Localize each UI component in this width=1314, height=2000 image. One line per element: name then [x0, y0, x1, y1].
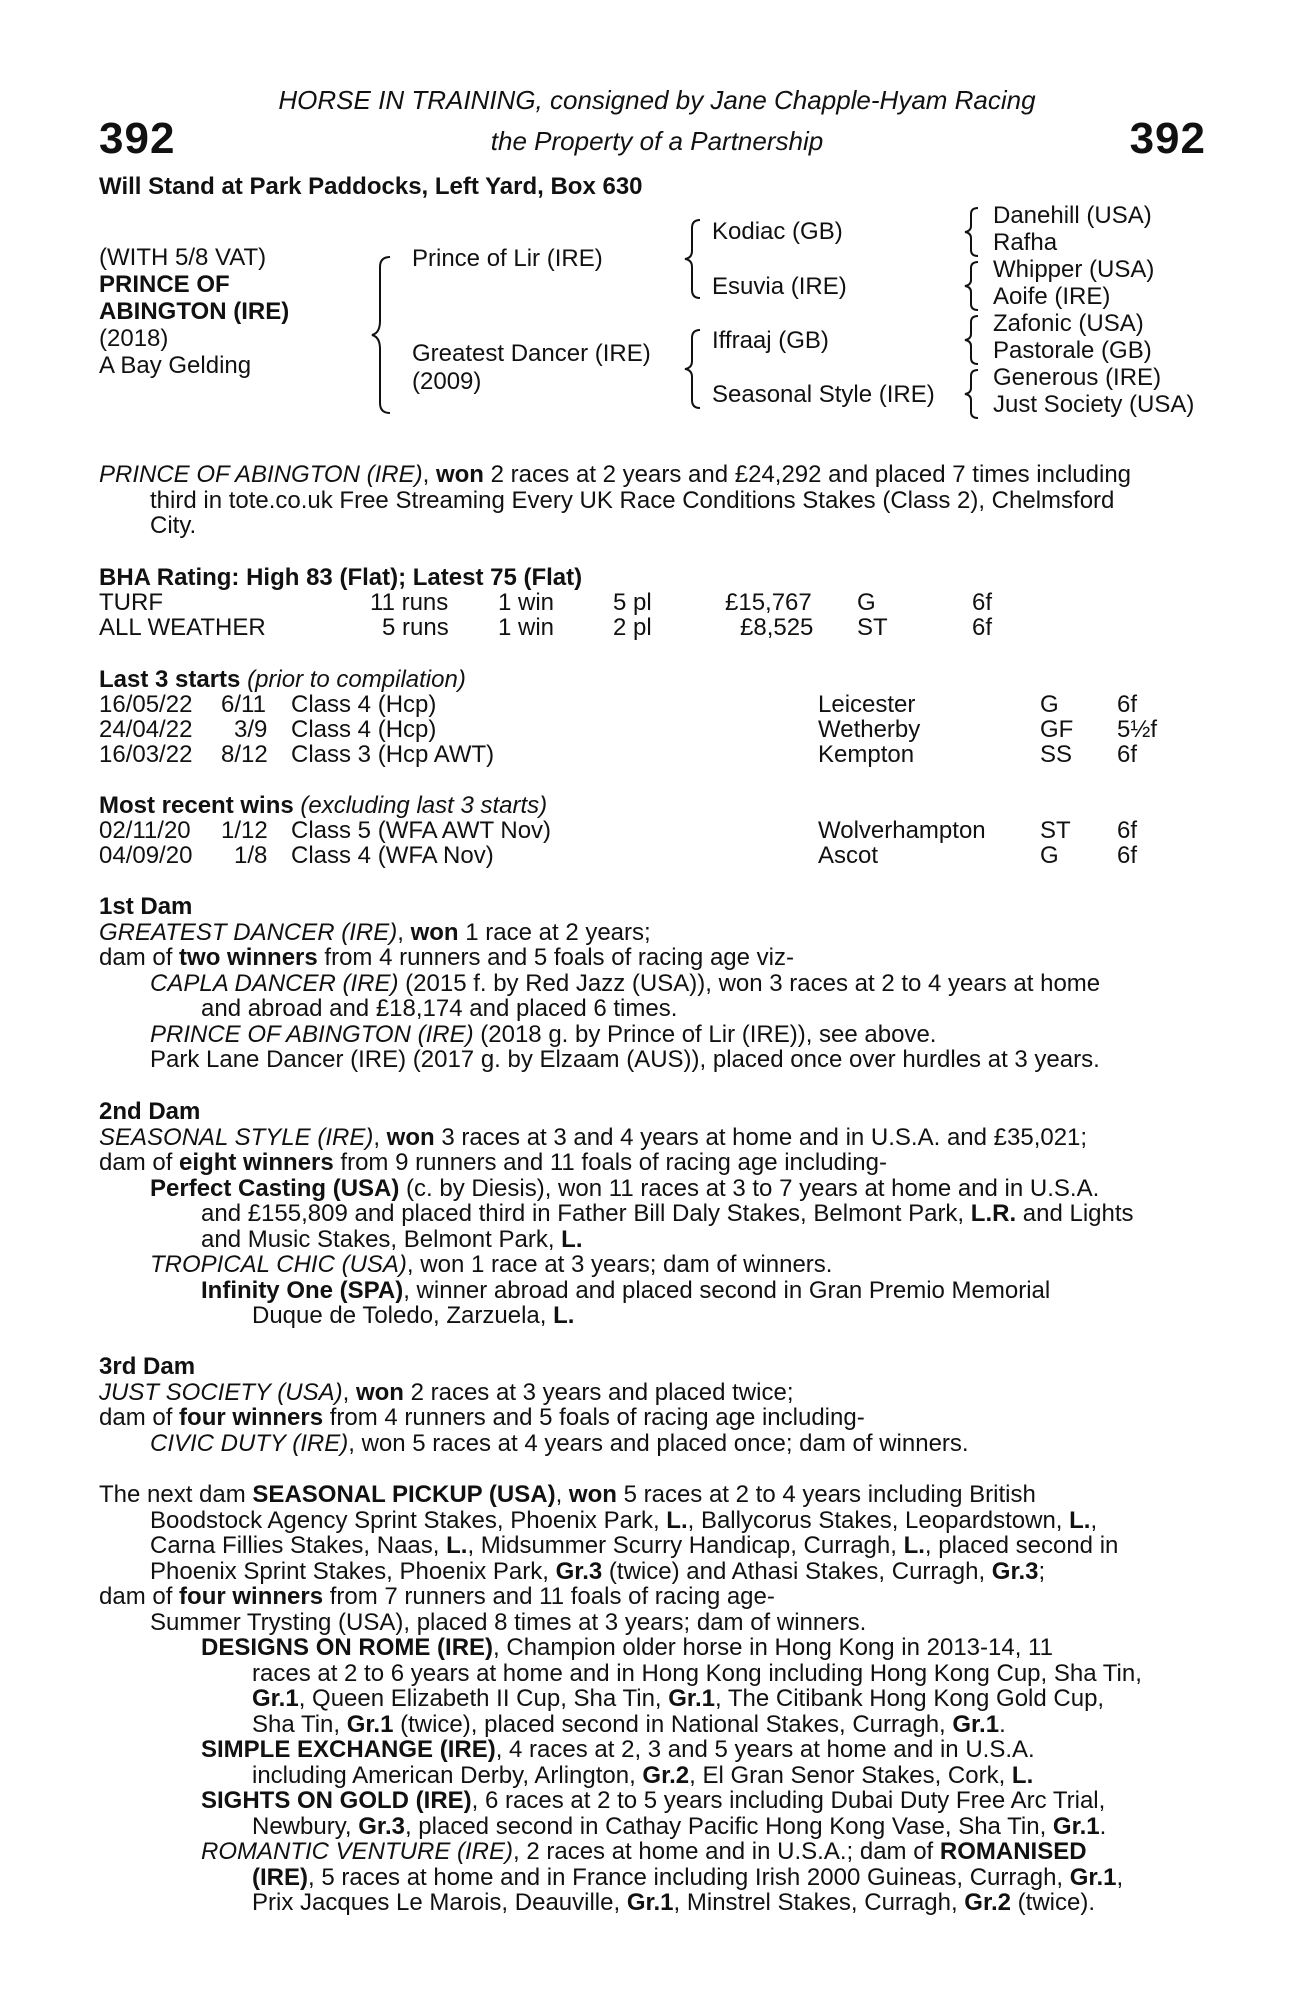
third-dam-comma: , [342, 1378, 356, 1406]
recent-dist-1: 6f [1117, 817, 1138, 844]
rating-turf-wins: 1 win [498, 589, 555, 616]
pedigree-sire: Prince of Lir (IRE) [412, 245, 603, 272]
last3-heading [99, 666, 466, 694]
pedigree-brace-dam [682, 328, 706, 410]
rating-aw-runs: 5 runs [382, 614, 449, 641]
second-dam-comma: , [373, 1123, 387, 1151]
next-dam-text4c: (twice) and Athasi Stakes, Curragh, [602, 1557, 992, 1585]
next-dam-text2a: Boodstock Agency Sprint Stakes, Phoenix Park, [150, 1506, 667, 1534]
second-dam-grandprog-text: , winner abroad and placed second in Gran Premio Memorial [403, 1276, 1051, 1304]
second-dam-prog1-grade2: L. [561, 1225, 583, 1253]
recent-race-1: Class 5 (WFA AWT Nov) [291, 817, 552, 844]
next-dam-text3d: L. [903, 1532, 925, 1559]
last3-pos-1: 6/11 [221, 691, 266, 718]
next-dam-damof: dam of [99, 1583, 180, 1610]
pedigree-brace-main [370, 255, 400, 415]
vat-note: (WITH 5/8 VAT) [99, 244, 267, 271]
second-dam-prog1-text3: and Music Stakes, Belmont Park, [201, 1225, 562, 1253]
next-dam-gp2-b: Gr.2 [642, 1761, 690, 1789]
last3-course-3: Kempton [818, 741, 915, 768]
pedigree-sire-dam: Esuvia (IRE) [712, 273, 847, 300]
last3-dist-1: 6f [1117, 691, 1138, 718]
summary-text-2: third in tote.co.uk Free Streaming Every UK Race Conditions Stakes (Class 2), Chelmsford [150, 486, 1115, 514]
next-dam-winners: four winners [179, 1583, 324, 1610]
second-dam-damof: dam of [99, 1149, 180, 1176]
next-dam-grandprog3-text: , 6 races at 2 to 5 years including Dubai Duty Free Arc Trial, [471, 1787, 1106, 1814]
last3-title: Last 3 starts [99, 666, 241, 693]
last3-dist-2: 5½f [1117, 716, 1158, 743]
next-dam-g1-f: Gr.1 [346, 1710, 394, 1738]
recent-date-2: 04/09/20 [99, 842, 193, 869]
next-dam-gp3-d: Gr.1 [1052, 1812, 1100, 1840]
lot-number-left: 392 [99, 114, 176, 163]
last3-going-1: G [1040, 691, 1059, 718]
second-dam-heading: 2nd Dam [99, 1098, 201, 1125]
second-dam-text: 3 races at 3 and 4 years at home and in U.S.A. and £35,021; [434, 1123, 1088, 1151]
recent-pos-1: 1/12 [221, 817, 268, 844]
horse-sex: A Bay Gelding [99, 352, 252, 379]
next-dam-ggp-i: (twice). [1011, 1889, 1095, 1916]
last3-pos-2: 3/9 [234, 716, 268, 743]
first-dam-prog1-text: (2015 f. by Red Jazz (USA)), won 3 races at 2 to 4 years at home [398, 969, 1101, 997]
next-dam-ggp-e: Prix Jacques Le Marois, Deauville, [252, 1889, 627, 1916]
first-dam-comma: , [397, 918, 411, 946]
third-dam-prog1-name: CIVIC DUTY (IRE) [150, 1429, 349, 1457]
lot-number-right: 392 [1129, 114, 1206, 163]
next-dam-g1-c: Gr.1 [668, 1685, 715, 1712]
last3-dist-3: 6f [1117, 741, 1138, 768]
next-dam-g1-e: Sha Tin, [252, 1710, 347, 1738]
next-dam-text4e: ; [1038, 1557, 1046, 1585]
next-dam-gp2-c: , El Gran Senor Stakes, Cork, [689, 1761, 1012, 1789]
last3-pos-3: 8/12 [221, 741, 268, 768]
rating-aw-going: ST [857, 614, 888, 641]
next-dam-text3b: L. [446, 1532, 468, 1559]
pedigree-brace-sire [682, 218, 706, 300]
horse-name-line1: PRINCE OF [99, 271, 230, 298]
pedigree-dss: Zafonic (USA) [993, 310, 1144, 337]
last3-date-2: 24/04/22 [99, 716, 193, 743]
rating-aw-distance: 6f [972, 614, 993, 641]
rating-turf-surface: TURF [99, 589, 163, 616]
next-dam-g1-d: , The Citibank Hong Kong Gold Cup, [714, 1685, 1105, 1712]
third-dam-name: JUST SOCIETY (USA) [99, 1378, 343, 1406]
next-dam-section [99, 1482, 1209, 1916]
horse-info [99, 244, 289, 379]
next-dam-grandprog2-name: SIMPLE EXCHANGE (IRE) [201, 1736, 496, 1763]
next-dam-gp3-e: . [1099, 1812, 1107, 1840]
next-dam-ggp-d: , [1116, 1863, 1124, 1891]
first-dam-text: 1 race at 2 years; [458, 918, 651, 946]
first-dam-prog2-text: (2018 g. by Prince of Lir (IRE)), see above. [473, 1020, 937, 1048]
second-dam-prog1-text2a: and £155,809 and placed third in Father Bill Daly Stakes, Belmont Park, [201, 1200, 971, 1227]
last3-going-2: GF [1040, 716, 1074, 743]
rating-turf-going: G [857, 589, 876, 616]
third-dam-text: 2 races at 3 years and placed twice; [403, 1378, 794, 1406]
recent-course-2: Ascot [818, 842, 879, 869]
summary-text-1: 2 races at 2 years and £24,292 and placed 7 times including [483, 461, 1132, 488]
second-dam-won: won [386, 1123, 435, 1151]
recent-subtitle: (excluding last 3 starts) [293, 792, 548, 819]
next-dam-grandprog4-name: ROMANTIC VENTURE (IRE) [201, 1838, 513, 1865]
next-dam-gp3-b: Gr.3 [358, 1812, 405, 1840]
next-dam-grandprog4-text: , 2 races at home and in U.S.A.; dam of [513, 1838, 940, 1865]
pedigree-dam-name: Greatest Dancer (IRE) [412, 340, 651, 367]
pedigree-ssd: Rafha [993, 229, 1058, 256]
pedigree-dsd: Pastorale (GB) [993, 337, 1152, 364]
recent-pos-2: 1/8 [234, 842, 268, 869]
summary-won: won [435, 461, 484, 488]
pedigree-dam [412, 340, 651, 396]
third-dam-winners: four winners [179, 1404, 324, 1431]
next-dam-grandprog1-name: DESIGNS ON ROME (IRE) [201, 1634, 494, 1661]
pedigree-brace-gen3-1 [962, 206, 984, 258]
second-dam-grandprog-text2: Duque de Toledo, Zarzuela, [252, 1302, 554, 1329]
first-dam-damof: dam of [99, 944, 180, 971]
next-dam-greatgrandprog-name: ROMANISED [939, 1838, 1087, 1865]
next-dam-prog1: Summer Trysting (USA), placed 8 times at 3 years; dam of winners. [150, 1608, 867, 1636]
third-dam-prog1-text: , won 5 races at 4 years and placed once; dam of winners. [348, 1429, 969, 1457]
last3-going-3: SS [1040, 741, 1073, 768]
second-dam-prog1-text: (c. by Diesis), won 11 races at 3 to 7 years at home and in U.S.A. [399, 1174, 1100, 1202]
last3-subtitle: (prior to compilation) [240, 666, 466, 693]
pedigree-gen3 [993, 202, 1194, 418]
pedigree-ddd: Just Society (USA) [993, 391, 1195, 418]
third-dam-damof: dam of [99, 1404, 180, 1431]
pedigree-brace-gen3-2 [962, 260, 984, 312]
summary-comma: , [422, 461, 436, 488]
consignor-line: HORSE IN TRAINING, consigned by Jane Chapple-Hyam Racing [278, 85, 1036, 115]
next-dam-ggp-h: Gr.2 [964, 1889, 1011, 1916]
last3-course-2: Wetherby [818, 716, 921, 743]
rating-turf-distance: 6f [972, 589, 993, 616]
first-dam-prog3: Park Lane Dancer (IRE) (2017 g. by Elzaam (AUS)), placed once over hurdles at 3 years. [150, 1046, 1100, 1073]
pedigree-sire-sire: Kodiac (GB) [712, 218, 843, 245]
next-dam-g1-i: . [999, 1710, 1006, 1738]
rating-turf-runs: 11 runs [370, 589, 449, 616]
pedigree-sss: Danehill (USA) [993, 202, 1152, 229]
next-dam-text3e: , placed second in [924, 1532, 1119, 1559]
recent-course-1: Wolverhampton [818, 817, 986, 844]
recent-dist-2: 6f [1117, 842, 1138, 869]
horse-name-line2: ABINGTON (IRE) [99, 298, 290, 325]
next-dam-grandprog3-name: SIGHTS ON GOLD (IRE) [201, 1787, 472, 1814]
next-dam-g1-a: Gr.1 [252, 1685, 299, 1712]
first-dam-name: GREATEST DANCER (IRE) [99, 918, 398, 946]
next-dam-text2d: L. [1069, 1506, 1091, 1534]
third-dam-won: won [355, 1378, 404, 1406]
next-dam-ggp-c: Gr.1 [1069, 1863, 1117, 1891]
pedigree-sdd: Aoife (IRE) [993, 283, 1111, 310]
horse-year: (2018) [99, 325, 169, 352]
second-dam-grandprog-name: Infinity One (SPA) [201, 1276, 404, 1304]
next-dam-comma: , [555, 1481, 569, 1508]
rating-turf-money: £15,767 [725, 589, 812, 616]
last3-race-2: Class 4 (Hcp) [291, 716, 437, 743]
first-dam-prog2-name: PRINCE OF ABINGTON (IRE) [150, 1020, 474, 1048]
next-dam-gp3-c: , placed second in Cathay Pacific Hong Kong Vase, Sha Tin, [404, 1812, 1053, 1840]
first-dam-heading: 1st Dam [99, 893, 193, 920]
property-line: the Property of a Partnership [490, 126, 824, 156]
next-dam-intro: The next dam [99, 1481, 253, 1508]
next-dam-text3c: , Midsummer Scurry Handicap, Curragh, [467, 1532, 904, 1559]
next-dam-g1-g: (twice), placed second in National Stakes, Curragh, [393, 1710, 953, 1738]
next-dam-grandprog1-text2: races at 2 to 6 years at home and in Hong Kong including Hong Kong Cup, Sha Tin, [252, 1659, 1142, 1687]
last3-race-1: Class 4 (Hcp) [291, 691, 437, 718]
second-dam-prog1-name: Perfect Casting (USA) [150, 1174, 400, 1202]
first-dam-won: won [410, 918, 459, 946]
last3-race-3: Class 3 (Hcp AWT) [291, 741, 495, 768]
second-dam-section [99, 1099, 1209, 1329]
first-dam-prog1-name: CAPLA DANCER (IRE) [150, 969, 399, 997]
next-dam-text2e: , [1090, 1506, 1098, 1534]
next-dam-text4a: Phoenix Sprint Stakes, Phoenix Park, [150, 1557, 556, 1585]
stand-location: Will Stand at Park Paddocks, Left Yard, Box 630 [99, 173, 643, 200]
recent-going-2: G [1040, 842, 1059, 869]
last3-date-3: 16/03/22 [99, 741, 193, 768]
last3-course-1: Leicester [818, 691, 916, 718]
pedigree-dam-sire: Iffraaj (GB) [712, 327, 829, 354]
pedigree-dds: Generous (IRE) [993, 364, 1162, 391]
recent-race-2: Class 4 (WFA Nov) [291, 842, 494, 869]
third-dam-heading: 3rd Dam [99, 1353, 196, 1380]
next-dam-text1: 5 races at 2 to 4 years including British [616, 1481, 1036, 1508]
next-dam-gp2-a: including American Derby, Arlington, [252, 1761, 643, 1789]
recent-wins-heading [99, 792, 547, 820]
pedigree-sds: Whipper (USA) [993, 256, 1155, 283]
first-dam-winners: two winners [179, 944, 318, 971]
third-dam-section [99, 1354, 1209, 1456]
first-dam-section [99, 894, 1209, 1073]
pedigree-dam-year: (2009) [412, 368, 482, 395]
second-dam-winners: eight winners [179, 1149, 334, 1176]
last3-date-1: 16/05/22 [99, 691, 193, 718]
next-dam-gp3-a: Newbury, [252, 1812, 359, 1840]
next-dam-text2b: L. [666, 1506, 688, 1534]
pedigree-brace-gen3-4 [962, 368, 984, 420]
rating-turf-placed: 5 pl [613, 589, 652, 616]
next-dam-g1-b: , Queen Elizabeth II Cup, Sha Tin, [298, 1685, 669, 1712]
recent-date-1: 02/11/20 [99, 817, 191, 844]
second-dam-prog2-text: , won 1 race at 3 years; dam of winners. [406, 1251, 833, 1278]
next-dam-ggp-b: , 5 races at home and in France including Irish 2000 Guineas, Curragh, [308, 1863, 1070, 1891]
bha-rating-heading: BHA Rating: High 83 (Flat); Latest 75 (Flat) [99, 564, 583, 591]
rating-aw-money: £8,525 [740, 614, 814, 641]
next-dam-text4d: Gr.3 [991, 1557, 1039, 1585]
next-dam-text3a: Carna Fillies Stakes, Naas, [150, 1532, 447, 1559]
second-dam-prog1-text2b: and Lights [1016, 1200, 1134, 1227]
first-dam-runners: from 4 runners and 5 foals of racing age viz- [317, 944, 794, 971]
recent-going-1: ST [1040, 817, 1071, 844]
rating-aw-surface: ALL WEATHER [99, 614, 266, 641]
next-dam-ggp-g: , Minstrel Stakes, Curragh, [673, 1889, 965, 1916]
first-dam-prog1-text2: and abroad and £18,174 and placed 6 times. [201, 995, 678, 1022]
summary-text-3: City. [150, 512, 197, 539]
race-summary [99, 462, 1209, 539]
recent-title: Most recent wins [99, 792, 294, 819]
next-dam-runners: from 7 runners and 11 foals of racing age- [323, 1583, 775, 1610]
summary-horse-name: PRINCE OF ABINGTON (IRE) [99, 461, 423, 488]
pedigree-brace-gen3-3 [962, 314, 984, 366]
rating-aw-wins: 1 win [498, 614, 555, 641]
next-dam-grandprog2-text: , 4 races at 2, 3 and 5 years at home and in U.S.A. [495, 1736, 1035, 1763]
next-dam-won: won [568, 1481, 617, 1508]
next-dam-text2c: , Ballycorus Stakes, Leopardstown, [687, 1506, 1070, 1534]
next-dam-grandprog1-text: , Champion older horse in Hong Kong in 2013-14, 11 [493, 1634, 1053, 1661]
next-dam-text4b: Gr.3 [555, 1557, 603, 1585]
second-dam-name: SEASONAL STYLE (IRE) [99, 1123, 374, 1151]
next-dam-name: SEASONAL PICKUP (USA) [252, 1481, 556, 1508]
second-dam-grandprog-grade: L. [553, 1302, 575, 1329]
next-dam-g1-h: Gr.1 [952, 1710, 1000, 1738]
pedigree-dam-dam: Seasonal Style (IRE) [712, 381, 935, 408]
rating-aw-placed: 2 pl [613, 614, 652, 641]
second-dam-prog1-grade1: L.R. [970, 1200, 1017, 1227]
next-dam-ggp-a: (IRE) [252, 1863, 308, 1891]
third-dam-runners: from 4 runners and 5 foals of racing age including- [323, 1404, 865, 1431]
second-dam-prog2-name: TROPICAL CHIC (USA) [150, 1251, 407, 1278]
next-dam-gp2-d: L. [1011, 1761, 1034, 1789]
next-dam-ggp-f: Gr.1 [626, 1889, 674, 1916]
second-dam-runners: from 9 runners and 11 foals of racing age including- [333, 1149, 887, 1176]
